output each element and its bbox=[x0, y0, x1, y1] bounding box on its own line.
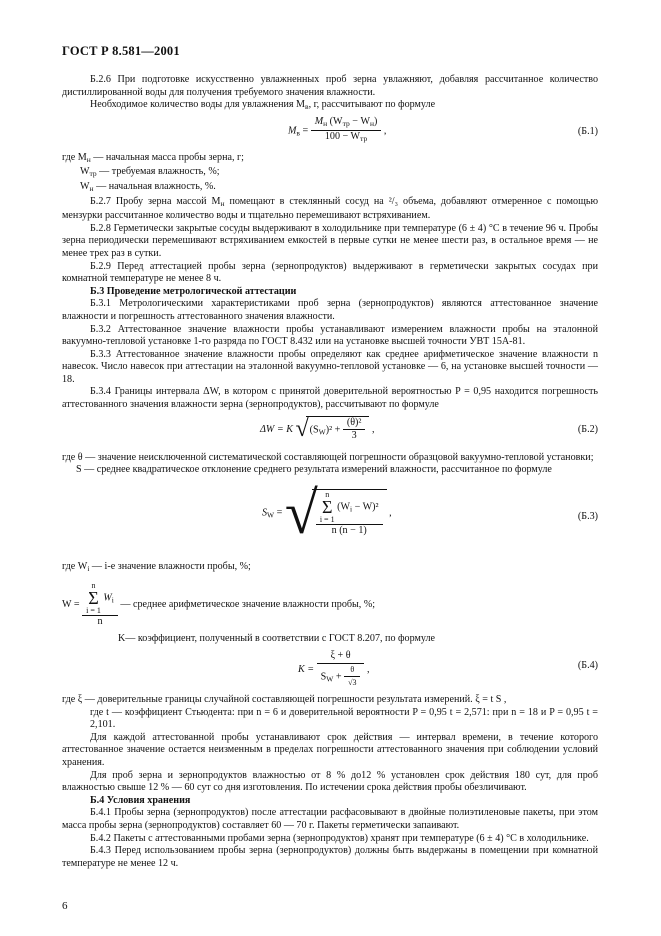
paragraph-b34: Б.3.4 Границы интервала ΔW, в котором с принятой доверительной вероятностью P = 0,95 находится погрешность аттестованного значения влажности зерна (зернопродуктов), рассчитывают по формуле bbox=[62, 386, 598, 411]
where-wtr: $W_{тр}$ — требуемая влажность, %; bbox=[80, 166, 220, 179]
paragraph-b43: Б.4.3 Перед использованием пробы зерна (зернопродуктов) должны быть выдержаны в помещении при комнатной температуре не менее 12 ч. bbox=[62, 845, 598, 869]
where-wi: где $W_i$ — i-е значение влажности пробы, %; bbox=[62, 560, 251, 573]
where-sw: S — среднее квадратическое отклонение среднего результата измерений влажности, рассчитанное по формуле bbox=[76, 464, 552, 476]
equation-b1: $M_в$ = $\frac{M_н (W_{тр} - W_н)}{100 - W_{тр}}$ , (Б.1) bbox=[62, 114, 598, 152]
equation-b1-fraction: $\frac{M_н (W_{тр} - W_н)}{100 - W_{тр}}$ bbox=[311, 116, 382, 146]
where-xi: где ξ — доверительные границы случайной составляющей погрешности результата измерений. ξ = t S , bbox=[62, 694, 507, 706]
equation-b1-label: (Б.1) bbox=[577, 125, 598, 137]
document-body bbox=[62, 74, 598, 870]
paragraph-b28: Б.2.8 Герметически закрытые сосуды выдерживают в холодильнике при температуре (6 ± 4) °С в течение 96 ч. Пробы зерна периодически перемешивают встряхиванием емкостей в первые сутки не менее шести раз, в остальное время — не менее трех раз в сутки. bbox=[62, 222, 598, 259]
equation-b4: K = ξ + θ $S_W$ + $\frac{\theta}{√3}$ , (Б.4) bbox=[298, 650, 598, 688]
equation-wbar: W = n Σ i = 1 $W_i$ n — среднее арифметическое значение влажности пробы, %; bbox=[62, 581, 376, 628]
where-wn: $W_н$ — начальная влажность, %. bbox=[80, 180, 216, 193]
where-t: где t — коэффициент Стьюдента: при n = 6 и доверительной вероятности P = 0,95 t = 2,571: при n = 18 и P = 0,95 t = 2,101. bbox=[90, 706, 598, 731]
page-number: 6 bbox=[62, 900, 68, 912]
paragraph-b27: Б.2.7 Пробу зерна массой $M_н$ помещают в стеклянный сосуд на ²/₃ объема, добавляют отмеренное с помощью мензурки рассчитанное количество воды и тщательно перемешивают встряхиванием. bbox=[62, 195, 598, 222]
paragraph-b41: Б.4.1 Пробы зерна (зернопродуктов) после аттестации расфасовывают в двойные полиэтиленовые пакеты, при этом масса пробы зерна (зернопродуктов) составляет 60 — 70 г. Пакеты герметически запаивают. bbox=[62, 807, 598, 831]
equation-b2: ΔW = K $√(S_W)^2$ + $\frac{\text{(θ)²}}{3}$ , (Б.2) bbox=[260, 416, 598, 443]
where-mn: где $M_н$ — начальная масса пробы зерна, г; bbox=[62, 151, 244, 164]
paragraph-b32: Б.3.2 Аттестованное значение влажности пробы устанавливают измерением влажности пробы на эталонной вакуумно-тепловой установке 1-го разряда по ГОСТ 8.432 или на установке высшей точности УВТ 15А-81. bbox=[62, 323, 598, 348]
where-k: K— коэффициент, полученный в соответствии с ГОСТ 8.207, по формуле bbox=[118, 633, 436, 645]
equation-b2-label: (Б.2) bbox=[577, 423, 598, 435]
paragraph-b29: Б.2.9 Перед аттестацией пробы зерна (зернопродуктов) выдерживают в герметически закрытых сосудах при комнатной температуре не менее 8 ч. bbox=[62, 260, 598, 285]
paragraph-b35b: Для проб зерна и зернопродуктов влажностью от 8 % до12 % установлен срок действия 180 сут, для проб влажностью свыше 12 % — 60 сут со дня изготовления. По истечении срока действия пробы обезличивают. bbox=[62, 769, 598, 794]
document-header: ГОСТ Р 8.581—2001 bbox=[62, 44, 180, 58]
paragraph-b42: Б.4.2 Пакеты с аттестованными пробами зерна (зернопродуктов) хранят при температуре (6 ± 4) °С в холодильнике. bbox=[90, 832, 589, 844]
paragraph-b33: Б.3.3 Аттестованное значение влажности пробы определяют как среднее арифметическое значение влажности n навесок. Число навесок при аттестации на эталонной вакуумно-тепловой установке — 6, на установке высшей точности — 18. bbox=[62, 348, 598, 385]
paragraph-b31: Б.3.1 Метрологическими характеристиками проб зерна (зернопродуктов) являются аттестованное значение влажности и погрешность аттестованного значения влажности. bbox=[62, 298, 598, 322]
paragraph-b35a: Для каждой аттестованной пробы устанавливают срок действия — интервал времени, в течение которого аттестованное значение остается неизменным в пределах погрешности аттестованного значения при соблюдении условий хранения. bbox=[62, 731, 598, 768]
where-theta: где θ — значение неисключенной систематической составляющей погрешности образцовой вакуумно-тепловой установки; bbox=[62, 451, 594, 463]
paragraph-b26: Б.2.6 При подготовке искусственно увлажненных проб зерна увлажняют, добавляя рассчитанное количество дистиллированной воды для получения требуемого значения влажности. bbox=[62, 74, 598, 98]
paragraph-b26-formula-intro: Необходимое количество воды для увлажнения $M_в$, г, рассчитывают по формуле bbox=[90, 99, 436, 112]
section-heading-b4: Б.4 Условия хранения bbox=[90, 794, 191, 806]
section-heading-b3: Б.3 Проведение метрологической аттестации bbox=[90, 285, 297, 297]
equation-b3-label: (Б.3) bbox=[577, 510, 598, 522]
equation-b3: $S_W$ = √ n Σ i = 1 $(W_i - W)^2$ n (n − 1) , (Б.3) bbox=[262, 479, 598, 546]
equation-b4-label: (Б.4) bbox=[577, 660, 598, 672]
